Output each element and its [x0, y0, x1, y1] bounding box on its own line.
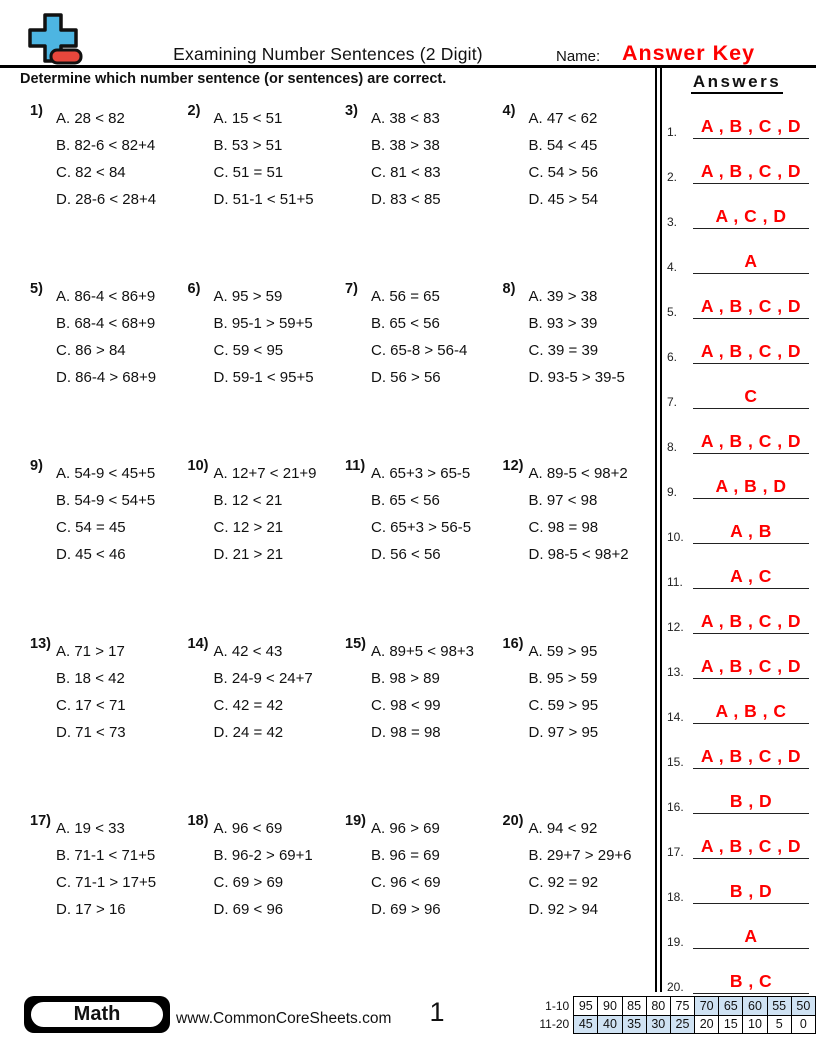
problem-options: [529, 283, 655, 455]
answer-number: 3.: [667, 215, 678, 229]
answer-item: [662, 769, 812, 814]
answer-blank-line: [693, 116, 809, 139]
answer-option: D. 56 > 56: [371, 368, 441, 386]
answer-number: 6.: [667, 350, 678, 364]
instruction-text: Determine which number sentence (or sentences) are correct.: [20, 71, 447, 87]
subject-label: Math: [29, 1000, 165, 1029]
answer-option: B. 18 < 42: [56, 669, 125, 687]
answer-option: C. 17 < 71: [56, 696, 126, 714]
name-label: Name:: [556, 48, 601, 65]
answer-option: B. 93 > 39: [528, 314, 598, 332]
problem-number: 7): [345, 280, 358, 297]
problem-number: 18): [187, 813, 209, 829]
answer-blank-line: [693, 656, 809, 679]
problem: [24, 632, 182, 810]
answer-value: A: [744, 926, 758, 946]
answer-option: C. 12 > 21: [213, 519, 284, 536]
answer-option: C. 51 = 51: [213, 164, 284, 181]
problem: [339, 632, 497, 810]
score-cell: 95: [574, 997, 598, 1016]
answer-option: C. 98 < 99: [371, 696, 441, 714]
answer-option: B. 54-9 < 54+5: [56, 492, 156, 509]
answer-number: 13.: [667, 665, 684, 679]
answer-item: [662, 634, 812, 679]
answer-blank-line: [693, 341, 809, 364]
problem: [24, 277, 182, 455]
answer-option: A. 86-4 < 86+9: [56, 287, 156, 305]
answer-value: A , B , C , D: [700, 746, 802, 766]
problem-options: [529, 638, 655, 810]
problem: [339, 809, 497, 987]
answer-blank-line: [693, 251, 809, 274]
answer-option: D. 93-5 > 39-5: [528, 368, 625, 386]
answer-option: D. 97 > 95: [528, 723, 599, 741]
answer-item: [662, 364, 812, 409]
answer-blank-line: [693, 881, 809, 904]
problem-options: [214, 815, 340, 987]
answer-item: [662, 94, 812, 139]
answer-option: A. 15 < 51: [213, 110, 283, 127]
problem-number: 11): [345, 458, 366, 474]
answer-item: [662, 499, 812, 544]
answer-blank-line: [693, 746, 809, 769]
answer-option: A. 28 < 82: [56, 110, 125, 127]
answer-option: A. 59 > 95: [528, 642, 598, 660]
score-cell: 50: [791, 997, 815, 1016]
answer-option: B. 12 < 21: [213, 492, 283, 509]
answer-blank-line: [693, 386, 809, 409]
answer-value: A , B , C , D: [700, 611, 802, 631]
answer-option: A. 96 > 69: [371, 820, 440, 837]
answer-option: A. 42 < 43: [213, 642, 283, 660]
answer-item: [662, 859, 812, 904]
answer-option: D. 83 < 85: [371, 191, 441, 208]
score-row-label: 11-20: [539, 1017, 570, 1032]
answer-option: B. 95 > 59: [528, 669, 598, 687]
problem-number: 15): [345, 635, 366, 652]
answer-option: C. 92 = 92: [528, 874, 599, 891]
website-text: www.CommonCoreSheets.com: [176, 1010, 392, 1027]
answer-number: 9.: [667, 485, 678, 499]
problem-number: 13): [30, 635, 51, 652]
problem: [24, 454, 182, 632]
answer-number: 7.: [667, 395, 678, 409]
score-cell: 55: [767, 997, 791, 1016]
answer-option: B. 95-1 > 59+5: [213, 314, 313, 332]
score-cell: 30: [646, 1015, 670, 1034]
answer-option: B. 53 > 51: [213, 137, 283, 154]
problem-options: [56, 638, 182, 810]
answer-option: A. 12+7 < 21+9: [213, 465, 317, 482]
problem: [497, 277, 655, 455]
problem-options: [371, 638, 497, 810]
answer-number: 15.: [667, 755, 684, 769]
problem-number: 5): [30, 280, 43, 297]
problems-grid: [24, 99, 654, 987]
problem: [497, 809, 655, 987]
answer-blank-line: [693, 521, 809, 544]
answer-number: 11.: [667, 575, 683, 589]
answer-number: 17.: [667, 845, 684, 859]
problem-number: 19): [345, 813, 366, 829]
answer-option: C. 71-1 > 17+5: [56, 874, 157, 891]
answer-number: 18.: [667, 890, 684, 904]
score-table-wrap: [528, 996, 816, 1034]
answer-number: 4.: [667, 260, 678, 274]
plus-minus-logo-icon: [24, 12, 84, 72]
page-number: 1: [429, 997, 445, 1027]
answers-title-text: Answers: [691, 72, 783, 94]
score-cell: 25: [670, 1015, 694, 1034]
answer-option: C. 82 < 84: [56, 164, 126, 181]
answer-number: 1.: [667, 125, 678, 139]
problem-options: [56, 460, 182, 632]
answer-value: A , B , D: [715, 476, 787, 496]
problem-number: 17): [30, 813, 51, 829]
score-cell: 80: [646, 997, 670, 1016]
answer-value: A , C: [730, 566, 772, 586]
answer-value: A , B , C , D: [700, 296, 802, 316]
problem-number: 6): [187, 280, 201, 297]
answer-number: 12.: [667, 620, 684, 634]
answer-blank-line: [693, 611, 809, 634]
answer-option: B. 96-2 > 69+1: [213, 847, 313, 864]
answer-option: C. 59 > 95: [528, 696, 599, 714]
answer-value: B , D: [729, 881, 773, 901]
answer-option: A. 38 < 83: [371, 110, 440, 127]
score-table-body: [528, 997, 816, 1034]
answer-option: D. 59-1 < 95+5: [213, 368, 314, 386]
answer-option: D. 56 < 56: [371, 546, 441, 563]
answer-option: A. 47 < 62: [528, 110, 598, 127]
answer-option: C. 59 < 95: [213, 341, 284, 359]
answer-option: D. 28-6 < 28+4: [56, 191, 157, 208]
answers-panel-title: [662, 72, 812, 92]
problem-number: 16): [502, 635, 524, 652]
score-cell: 60: [743, 997, 767, 1016]
problem-options: [214, 105, 340, 277]
answer-option: A. 39 > 38: [528, 287, 598, 305]
answer-item: [662, 679, 812, 724]
answer-option: C. 39 = 39: [528, 341, 599, 359]
problem-number: 12): [502, 458, 524, 474]
problem: [182, 277, 340, 455]
answers-panel-divider: [655, 68, 662, 992]
score-cell: 35: [622, 1015, 646, 1034]
answer-option: B. 29+7 > 29+6: [528, 847, 632, 864]
answer-item: [662, 589, 812, 634]
problem: [182, 809, 340, 987]
answer-value: A , B , C , D: [700, 431, 802, 451]
problem: [24, 809, 182, 987]
answer-value: A , B: [730, 521, 772, 541]
answer-option: D. 98-5 < 98+2: [528, 546, 629, 563]
answer-number: 14.: [667, 710, 684, 724]
page-title: Examining Number Sentences (2 Digit): [173, 44, 483, 64]
answer-item: [662, 904, 812, 949]
answer-option: D. 71 < 73: [56, 723, 126, 741]
score-row: [528, 997, 816, 1016]
answer-value: A: [744, 251, 758, 271]
problem-options: [529, 815, 655, 987]
answer-item: [662, 409, 812, 454]
answer-option: A. 19 < 33: [56, 820, 125, 837]
problem-number: 20): [502, 813, 524, 829]
problem-options: [371, 460, 497, 632]
answer-option: B. 24-9 < 24+7: [213, 669, 313, 687]
answer-blank-line: [693, 836, 809, 859]
answer-item: [662, 544, 812, 589]
answer-option: A. 89-5 < 98+2: [528, 465, 628, 482]
header-divider: [0, 65, 816, 68]
answer-option: C. 54 = 45: [56, 519, 126, 536]
answer-number: 16.: [667, 800, 684, 814]
answer-option: D. 98 = 98: [371, 723, 441, 741]
answer-value: A , B , C , D: [700, 836, 802, 856]
problem-options: [214, 638, 340, 810]
answer-option: A. 56 = 65: [371, 287, 440, 305]
answer-number: 8.: [667, 440, 678, 454]
problem: [24, 99, 182, 277]
answer-item: [662, 184, 812, 229]
problem: [339, 454, 497, 632]
problem: [497, 454, 655, 632]
score-cell: 10: [743, 1015, 767, 1034]
answer-number: 19.: [667, 935, 684, 949]
score-row-label: 1-10: [545, 998, 570, 1013]
answer-option: A. 65+3 > 65-5: [371, 465, 471, 482]
problem-number: 4): [502, 103, 516, 119]
problem: [339, 99, 497, 277]
answer-blank-line: [693, 206, 809, 229]
answer-option: B. 68-4 < 68+9: [56, 314, 156, 332]
answer-option: B. 96 = 69: [371, 847, 440, 864]
problem-number: 8): [502, 280, 516, 297]
answer-option: C. 86 > 84: [56, 341, 126, 359]
answer-number: 20.: [667, 980, 684, 994]
score-cell: 75: [670, 997, 694, 1016]
answer-value: A , B , C , D: [700, 341, 802, 361]
answer-option: D. 17 > 16: [56, 901, 126, 918]
answer-option: C. 54 > 56: [528, 164, 599, 181]
answer-option: A. 89+5 < 98+3: [371, 642, 475, 660]
answer-value: A , B , C , D: [700, 161, 802, 181]
answer-option: D. 69 > 96: [371, 901, 441, 918]
answer-item: [662, 319, 812, 364]
answer-option: D. 51-1 < 51+5: [213, 191, 314, 208]
answer-item: [662, 139, 812, 184]
answer-value: A , B , C , D: [700, 116, 802, 136]
answer-blank-line: [693, 791, 809, 814]
answer-option: A. 96 < 69: [213, 820, 283, 837]
problem-number: 3): [345, 103, 358, 119]
answer-option: D. 86-4 > 68+9: [56, 368, 157, 386]
answer-value: A , B , C: [715, 701, 787, 721]
answer-value: A , B , C , D: [700, 656, 802, 676]
problem-options: [214, 283, 340, 455]
problem-options: [56, 105, 182, 277]
answer-option: B. 65 < 56: [371, 314, 440, 332]
minus-shape: [51, 50, 81, 63]
problem: [497, 632, 655, 810]
answer-option: C. 65+3 > 56-5: [371, 519, 472, 536]
score-cell: 5: [767, 1015, 791, 1034]
answer-item: [662, 724, 812, 769]
score-cell: 0: [791, 1015, 815, 1034]
answer-option: A. 71 > 17: [56, 642, 125, 660]
problem: [182, 454, 340, 632]
problem-number: 10): [187, 458, 209, 474]
answer-number: 5.: [667, 305, 678, 319]
problem: [182, 99, 340, 277]
problem-options: [529, 105, 655, 277]
score-row: [528, 1015, 816, 1034]
answer-item: [662, 454, 812, 499]
problem: [339, 277, 497, 455]
score-cell: 70: [695, 997, 719, 1016]
answer-option: C. 42 = 42: [213, 696, 284, 714]
answer-item: [662, 949, 812, 994]
problem-number: 1): [30, 103, 43, 119]
answer-number: 2.: [667, 170, 678, 184]
answer-blank-line: [693, 431, 809, 454]
answer-blank-line: [693, 296, 809, 319]
answer-option: D. 69 < 96: [213, 901, 284, 918]
score-cell: 85: [622, 997, 646, 1016]
answer-option: B. 38 > 38: [371, 137, 440, 154]
answer-option: B. 65 < 56: [371, 492, 440, 509]
problem-number: 2): [187, 103, 201, 119]
answer-option: C. 98 = 98: [528, 519, 599, 536]
problem-number: 14): [187, 635, 209, 652]
answer-option: C. 96 < 69: [371, 874, 441, 891]
answer-item: [662, 229, 812, 274]
answer-option: D. 24 = 42: [213, 723, 284, 741]
score-cell: 40: [598, 1015, 622, 1034]
problem: [182, 632, 340, 810]
answer-blank-line: [693, 701, 809, 724]
answer-option: C. 65-8 > 56-4: [371, 341, 468, 359]
answer-option: C. 69 > 69: [213, 874, 284, 891]
answer-option: B. 98 > 89: [371, 669, 440, 687]
answer-option: A. 54-9 < 45+5: [56, 465, 156, 482]
answer-option: D. 92 > 94: [528, 901, 599, 918]
score-cell: 20: [695, 1015, 719, 1034]
answer-item: [662, 274, 812, 319]
problem-options: [371, 105, 497, 277]
answer-option: A. 94 < 92: [528, 820, 598, 837]
answer-value: B , C: [729, 971, 773, 991]
answer-option: B. 54 < 45: [528, 137, 598, 154]
answer-key-value: Answer Key: [622, 41, 756, 65]
answer-option: D. 21 > 21: [213, 546, 284, 563]
answer-blank-line: [693, 566, 809, 589]
answer-option: A. 95 > 59: [213, 287, 283, 305]
answer-value: B , D: [729, 791, 773, 811]
answer-blank-line: [693, 971, 809, 994]
answer-value: C: [744, 386, 758, 406]
answer-number: 10.: [667, 530, 684, 544]
problem-options: [56, 283, 182, 455]
problem-options: [371, 283, 497, 455]
answer-option: B. 71-1 < 71+5: [56, 847, 156, 864]
problem-options: [214, 460, 340, 632]
answer-option: C. 81 < 83: [371, 164, 441, 181]
answers-list: [662, 94, 812, 994]
answer-item: [662, 814, 812, 859]
answer-blank-line: [693, 926, 809, 949]
score-cell: 90: [598, 997, 622, 1016]
answer-option: B. 82-6 < 82+4: [56, 137, 156, 154]
problem-options: [371, 815, 497, 987]
score-table: [528, 996, 816, 1034]
problem: [497, 99, 655, 277]
problem-options: [56, 815, 182, 987]
subject-badge: [24, 996, 170, 1033]
problem-number: 9): [30, 458, 43, 474]
answer-blank-line: [693, 476, 809, 499]
answer-option: D. 45 < 46: [56, 546, 126, 563]
answer-option: D. 45 > 54: [528, 191, 599, 208]
problem-options: [529, 460, 655, 632]
answer-option: B. 97 < 98: [528, 492, 598, 509]
score-cell: 65: [719, 997, 743, 1016]
answer-value: A , C , D: [715, 206, 787, 226]
score-cell: 15: [719, 1015, 743, 1034]
score-cell: 45: [574, 1015, 598, 1034]
answer-blank-line: [693, 161, 809, 184]
